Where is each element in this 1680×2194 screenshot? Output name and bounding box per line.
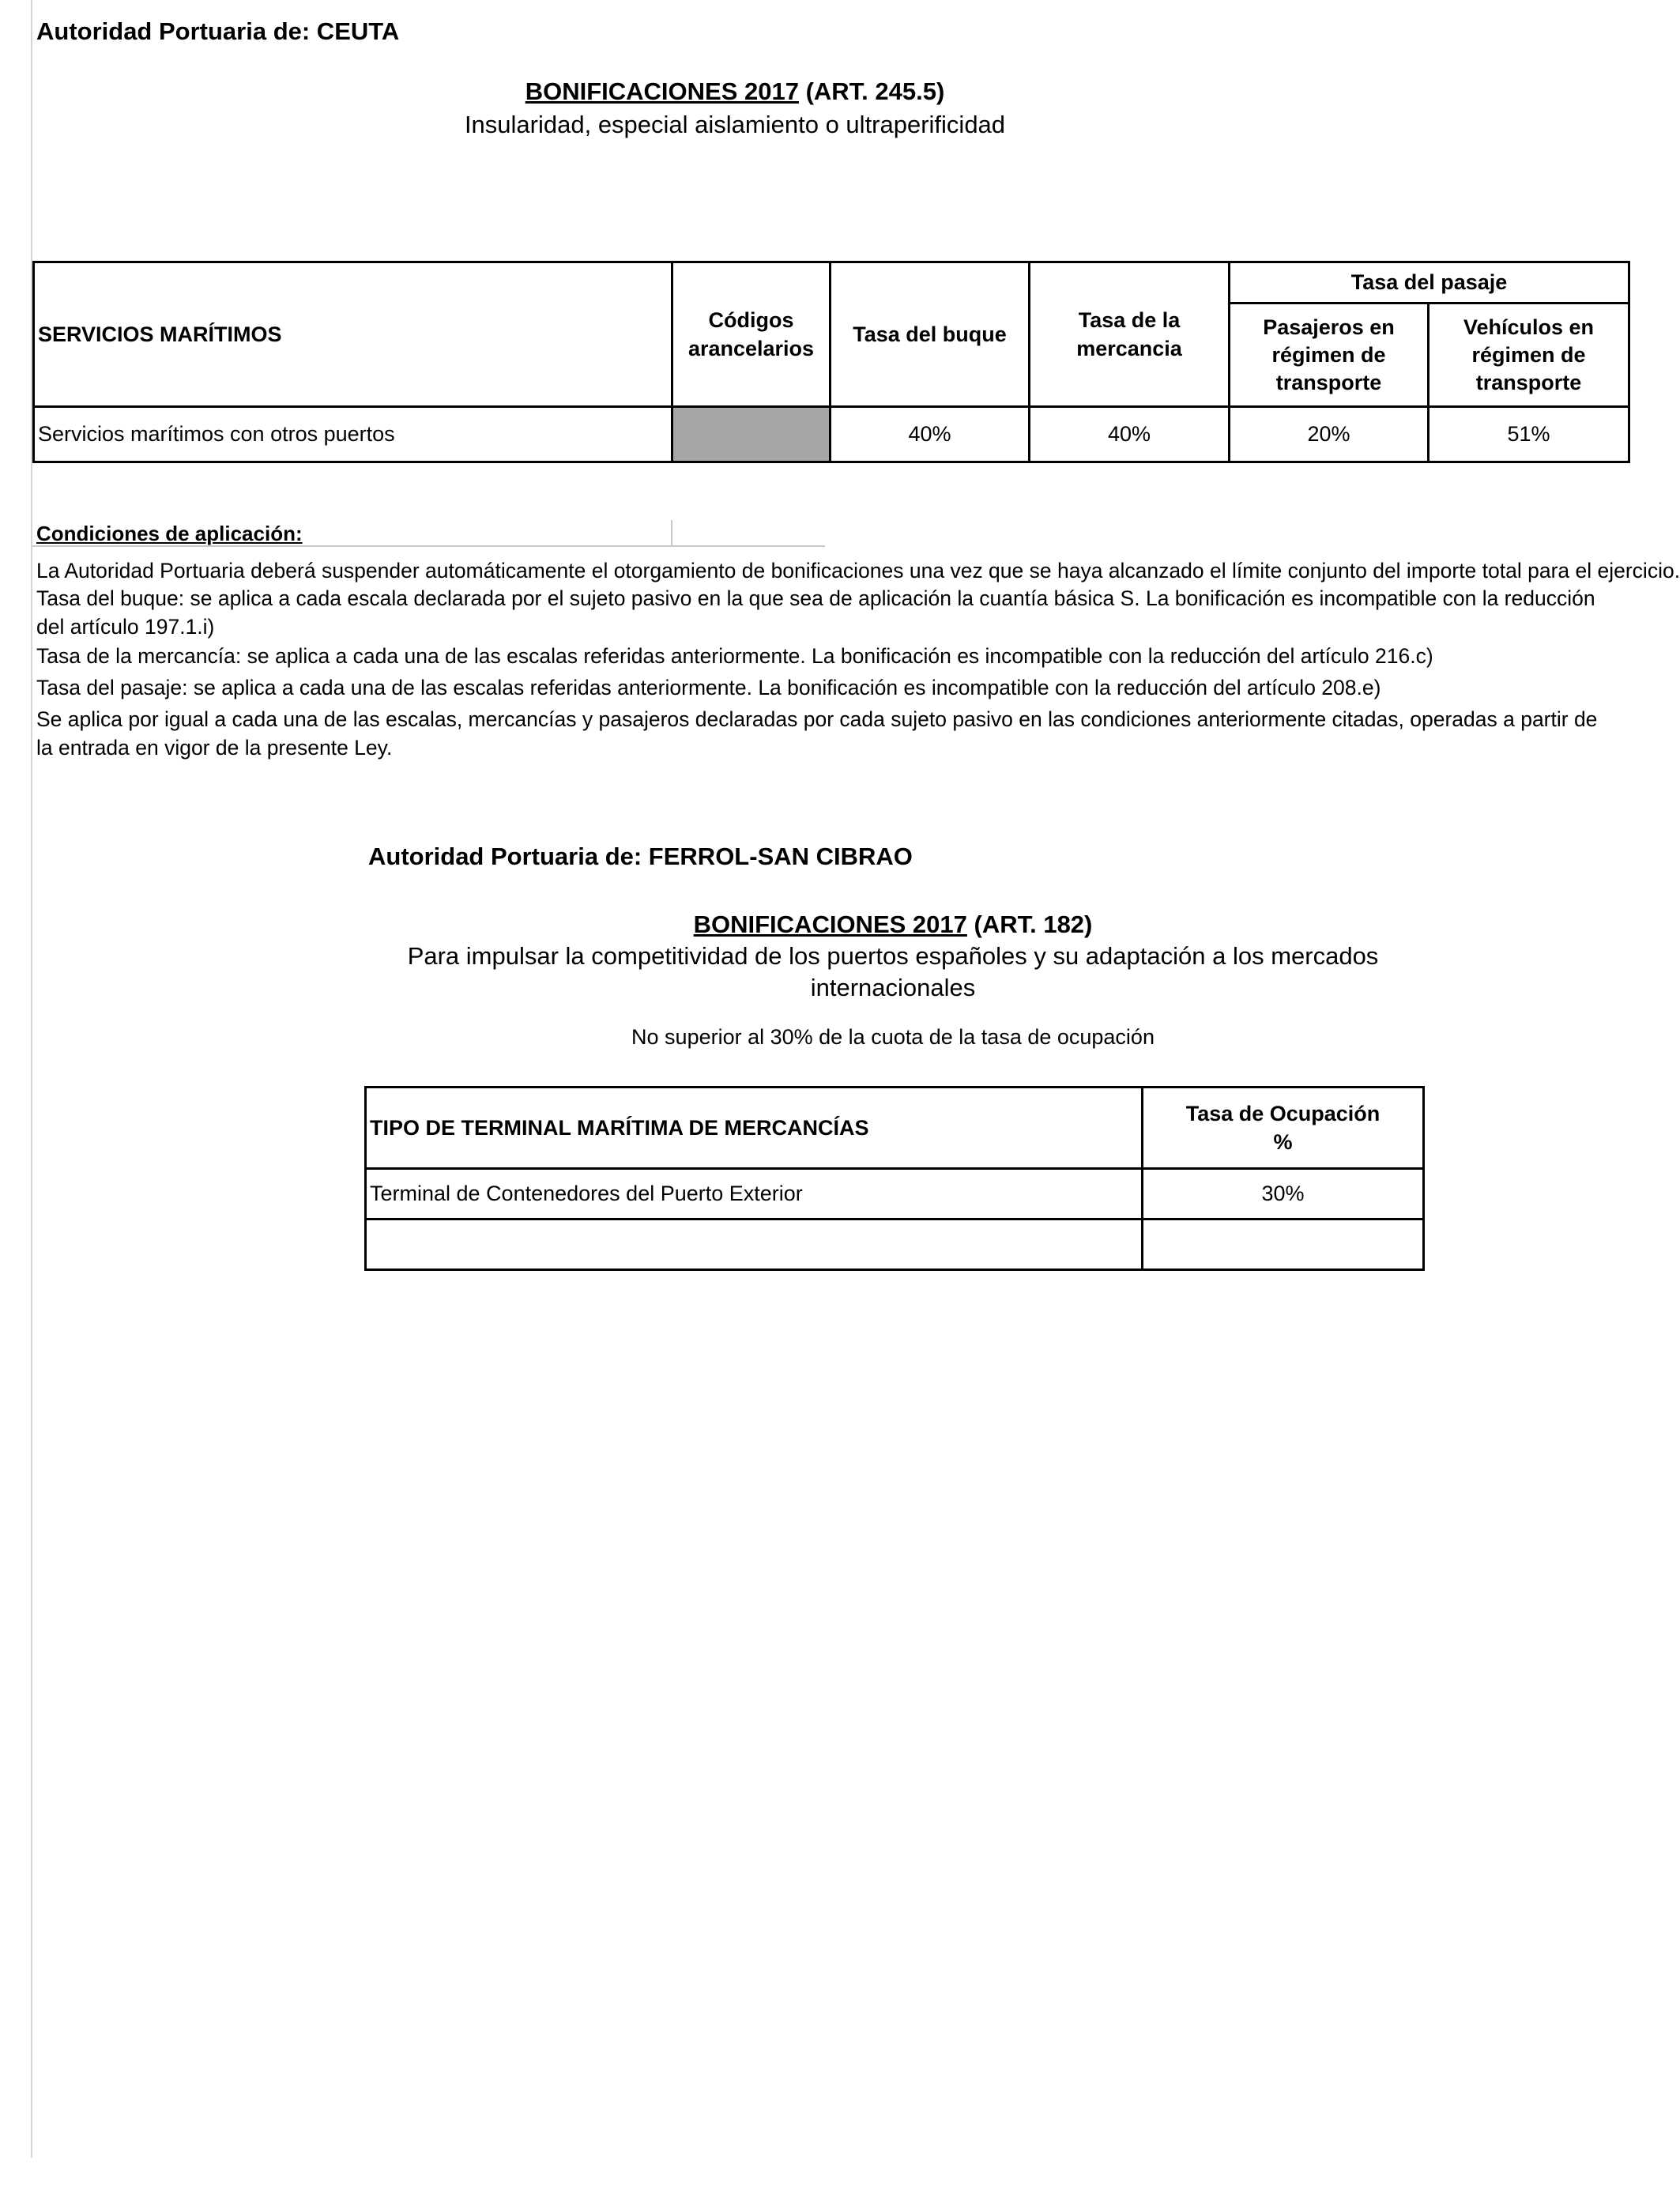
ceuta-subtitle: Insularidad, especial aislamiento o ultraperificidad [464, 111, 1006, 138]
ceuta-bonificaciones-table [32, 261, 1630, 463]
condition-paragraph-1: La Autoridad Portuaria deberá suspender automáticamente el otorgamiento de bonificaciones una vez que se haya alcanzado el límite conjunto del importe total para el ejercicio. [36, 559, 1680, 582]
ferrol-bon-title: BONIFICACIONES 2017 [693, 910, 967, 938]
header-tasa-pasaje: Tasa del pasaje [1230, 262, 1629, 303]
cell-tasa-ocupacion: 30% [1143, 1169, 1424, 1220]
ferrol-bon-article: (ART. 182) [966, 910, 1093, 938]
conditions-cell-divider [671, 520, 672, 545]
cell-vehiculos: 51% [1429, 407, 1629, 462]
ceuta-bonificaciones-heading [0, 77, 1470, 106]
header-tasa-buque: Tasa del buque [831, 262, 1030, 407]
ferrol-ocupacion-table [364, 1086, 1425, 1271]
cell-tipo-terminal-empty [366, 1220, 1143, 1270]
header-tasa-mercancia: Tasa de la mercancia [1030, 262, 1230, 407]
condition-paragraph-4: Tasa del pasaje: se aplica a cada una de las escalas referidas anteriormente. La bonificación es incompatible con la reducción del artículo 208.e) [36, 676, 1381, 699]
header-pasajeros: Pasajeros en régimen de transporte [1230, 303, 1429, 407]
header-tipo-terminal: TIPO DE TERMINAL MARÍTIMA DE MERCANCÍAS [366, 1088, 1143, 1169]
header-vehiculos: Vehículos en régimen de transporte [1429, 303, 1629, 407]
table-row [34, 407, 1629, 462]
cell-pasajeros: 20% [1230, 407, 1429, 462]
cell-tasa-ocupacion-empty [1143, 1220, 1424, 1270]
ferrol-bonificaciones-heading [0, 910, 1680, 939]
ceuta-bon-article: (ART. 245.5) [798, 77, 945, 105]
table-row [366, 1220, 1424, 1270]
cell-tasa-buque: 40% [831, 407, 1030, 462]
cell-codigos-shaded [672, 407, 831, 462]
conditions-heading: Condiciones de aplicación: [36, 522, 303, 545]
condition-paragraph-2: Tasa del buque: se aplica a cada escala declarada por el sujeto pasivo en la que sea de aplicación la cuantía básica S. La bonificación es incompatible con la reducción del artículo 197.1.i) [36, 586, 1595, 639]
conditions-heading-rule [32, 545, 825, 547]
condition-paragraph-3: Tasa de la mercancía: se aplica a cada una de las escalas referidas anteriormente. La bonificación es incompatible con la reducción del artículo 216.c) [36, 644, 1433, 668]
cell-servicio: Servicios marítimos con otros puertos [34, 407, 672, 462]
ferrol-note: No superior al 30% de la cuota de la tasa de ocupación [631, 1025, 1155, 1049]
ferrol-subtitle-line2: internacionales [810, 974, 976, 1001]
header-tasa-ocupacion-label: Tasa de Ocupación [1185, 1102, 1381, 1125]
header-servicios-maritimos: SERVICIOS MARÍTIMOS [34, 262, 672, 407]
ceuta-authority-title: Autoridad Portuaria de: CEUTA [36, 17, 400, 45]
cell-tasa-mercancia: 40% [1030, 407, 1230, 462]
ferrol-authority-title: Autoridad Portuaria de: FERROL-SAN CIBRAO [368, 843, 913, 870]
header-tasa-ocupacion-unit: % [1273, 1130, 1293, 1154]
condition-paragraph-5: Se aplica por igual a cada una de las escalas, mercancías y pasajeros declaradas por cada sujeto pasivo en las condiciones anteriormente citadas, operadas a partir de la entrada en vigor de la presente Ley. [36, 707, 1598, 760]
ferrol-subtitle-line1: Para impulsar la competitividad de los puertos españoles y su adaptación a los mercados [407, 942, 1379, 970]
ceuta-bon-title: BONIFICACIONES 2017 [525, 77, 799, 105]
cell-tipo-terminal: Terminal de Contenedores del Puerto Exterior [366, 1169, 1143, 1220]
header-tasa-ocupacion [1143, 1088, 1424, 1169]
table-row [366, 1169, 1424, 1220]
header-codigos-arancelarios: Códigos arancelarios [672, 262, 831, 407]
